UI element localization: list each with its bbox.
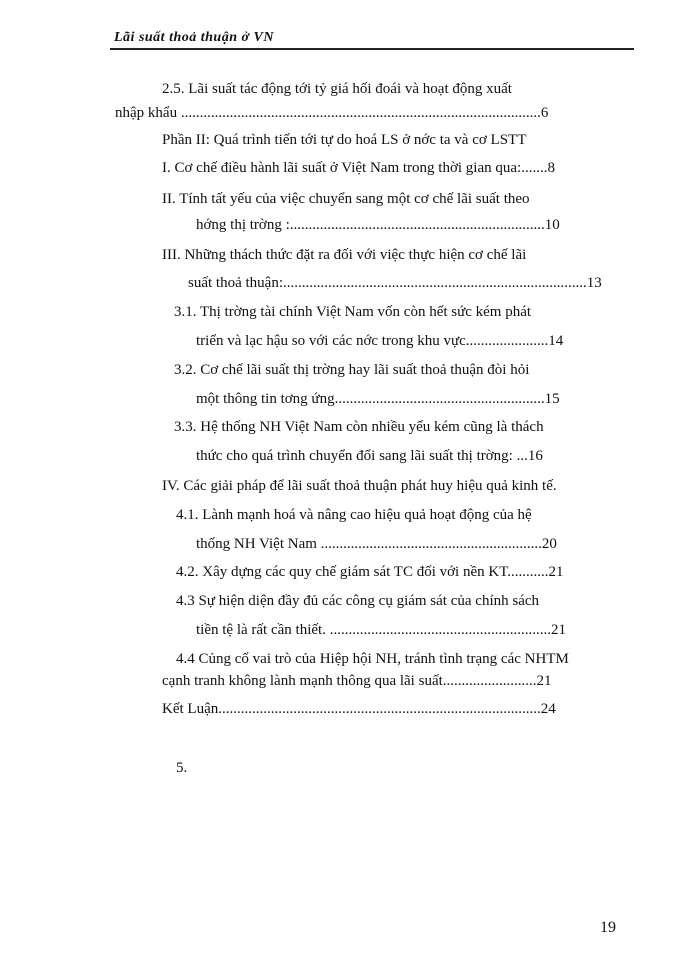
toc-line-4-1: 4.1. Lành mạnh hoá và nâng cao hiệu quả hoạt động của hệ <box>176 507 532 523</box>
running-header-title: Lãi suất thoả thuận ở VN <box>114 30 274 45</box>
toc-line-4-3-cont: tiền tệ là rất cần thiết. ...........................................................21 <box>196 622 566 638</box>
toc-line-3-2-cont: một thông tin tơng ứng........................................................15 <box>196 391 560 407</box>
toc-line-2-5: 2.5. Lãi suất tác động tới tỷ giá hối đoái và hoạt động xuất <box>162 81 512 97</box>
toc-line-3-1-cont: triển và lạc hậu so với các nớc trong khu vực......................14 <box>196 333 564 349</box>
page-number: 19 <box>600 919 616 936</box>
toc-line-2-5-cont: nhập khẩu ................................................................................................6 <box>115 105 549 121</box>
toc-line-3-3-cont: thức cho quá trình chuyển đổi sang lãi suất thị trờng: ...16 <box>196 448 543 464</box>
toc-line-3-1: 3.1. Thị trờng tài chính Việt Nam vốn còn hết sức kém phát <box>174 304 532 320</box>
toc-line-3-2: 3.2. Cơ chế lãi suất thị trờng hay lãi suất thoả thuận đòi hỏi <box>174 362 530 378</box>
section-number: 5. <box>176 760 188 776</box>
toc-line-4-4: 4.4 Củng cố vai trò của Hiệp hội NH, tránh tình trạng các NHTM <box>176 651 569 667</box>
toc-line-iv: IV. Các giải pháp để lãi suất thoả thuận phát huy hiệu quả kinh tế. <box>162 478 557 494</box>
toc-line-4-2: 4.2. Xây dựng các quy chế giám sát TC đối với nền KT...........21 <box>176 564 564 580</box>
toc-line-iii: III. Những thách thức đặt ra đối với việc thực hiện cơ chế lãi <box>162 247 527 263</box>
toc-line-4-4-cont: cạnh tranh không lành mạnh thông qua lãi suất.........................21 <box>162 673 552 689</box>
toc-line-conclusion: Kết Luận......................................................................................24 <box>162 701 556 717</box>
header-rule <box>110 48 634 50</box>
toc-line-ii-cont: hớng thị trờng :....................................................................10 <box>196 217 560 233</box>
toc-line-4-1-cont: thống NH Việt Nam ...........................................................20 <box>196 536 557 552</box>
toc-line-i: I. Cơ chế điều hành lãi suất ở Việt Nam trong thời gian qua:.......8 <box>162 160 555 176</box>
toc-line-iii-cont: suất thoả thuận:.................................................................................13 <box>188 275 602 291</box>
toc-line-4-3: 4.3 Sự hiện diện đầy đủ các công cụ giám sát của chính sách <box>176 593 540 609</box>
toc-line-part-2: Phần II: Quá trình tiến tới tự do hoá LS ở nớc ta và cơ LSTT <box>162 132 527 148</box>
toc-line-ii: II. Tính tất yếu của việc chuyển sang một cơ chế lãi suất theo <box>162 191 530 207</box>
toc-line-3-3: 3.3. Hệ thống NH Việt Nam còn nhiều yếu kém cũng là thách <box>174 419 544 435</box>
